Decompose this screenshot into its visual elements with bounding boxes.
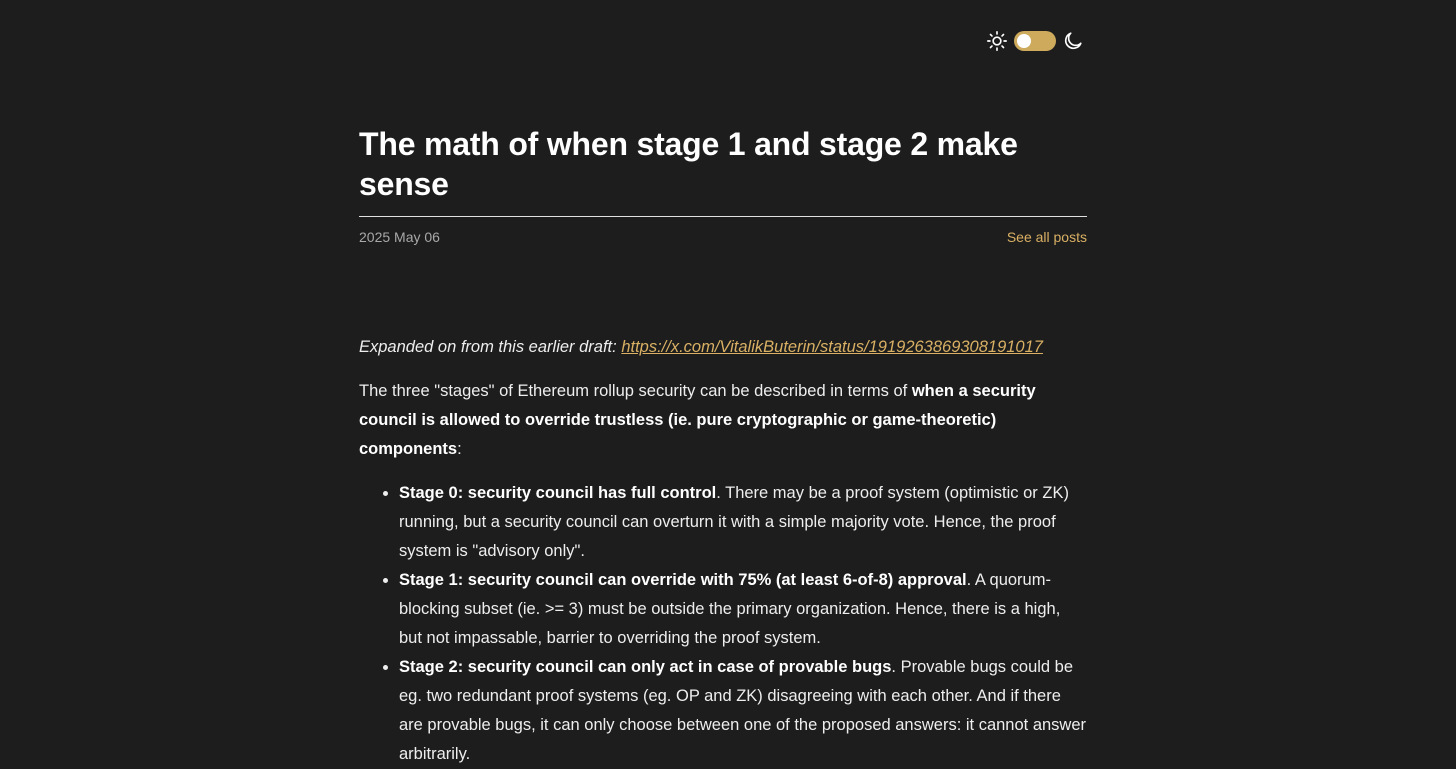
theme-toggle[interactable] [986,28,1084,54]
para-bold-text: when a security council is allowed to override trustless (ie. pure cryptographic or game-theoretic) components [359,382,1036,458]
para-text: The three "stages" of Ethereum rollup security can be described in terms of [359,382,912,400]
para-end: : [457,440,462,458]
switch-knob[interactable] [1017,34,1031,48]
theme-switch[interactable] [1014,31,1056,51]
stage-0-text: . There may be a proof system (optimistic or ZK) running, but a security council can overturn it with a simple majority vote. Hence, the proof system is "advisory only". [399,484,1069,560]
post-meta [359,229,1087,245]
stage-0-title: Stage 0: security council has full control [399,484,717,502]
draft-link[interactable]: https://x.com/VitalikButerin/status/1919263869308191017 [621,338,1043,356]
intro-line [359,333,1087,362]
stage-2-text: . Provable bugs could be eg. two redundant proof systems (eg. OP and ZK) disagreeing with each other. And if there are provable bugs, it can only choose between one of the proposed answers: it cannot answer arbitrarily. [399,658,1087,763]
sun-icon[interactable] [986,30,1008,52]
stage-0-item [399,479,1087,566]
stages-intro-paragraph [359,377,1087,464]
stage-2-title: Stage 2: security council can only act in case of provable bugs [399,658,892,676]
post-content [359,333,1087,769]
post-date: 2025 May 06 [359,229,440,245]
see-all-posts-link[interactable]: See all posts [1006,229,1087,245]
stage-1-text: . A quorum-blocking subset (ie. >= 3) must be outside the primary organization. Hence, there is a high, but not impassable, barrier to overriding the proof system. [399,571,1061,647]
intro-prefix: Expanded on from this earlier draft: [359,338,622,356]
post-title: The math of when stage 1 and stage 2 make sense [359,124,1087,217]
stage-2-item [399,653,1087,769]
stage-1-title: Stage 1: security council can override with 75% (at least 6-of-8) approval [399,571,967,589]
article [359,124,1087,769]
stages-list [359,479,1087,769]
moon-icon[interactable] [1062,30,1084,52]
stage-1-item [399,566,1087,653]
